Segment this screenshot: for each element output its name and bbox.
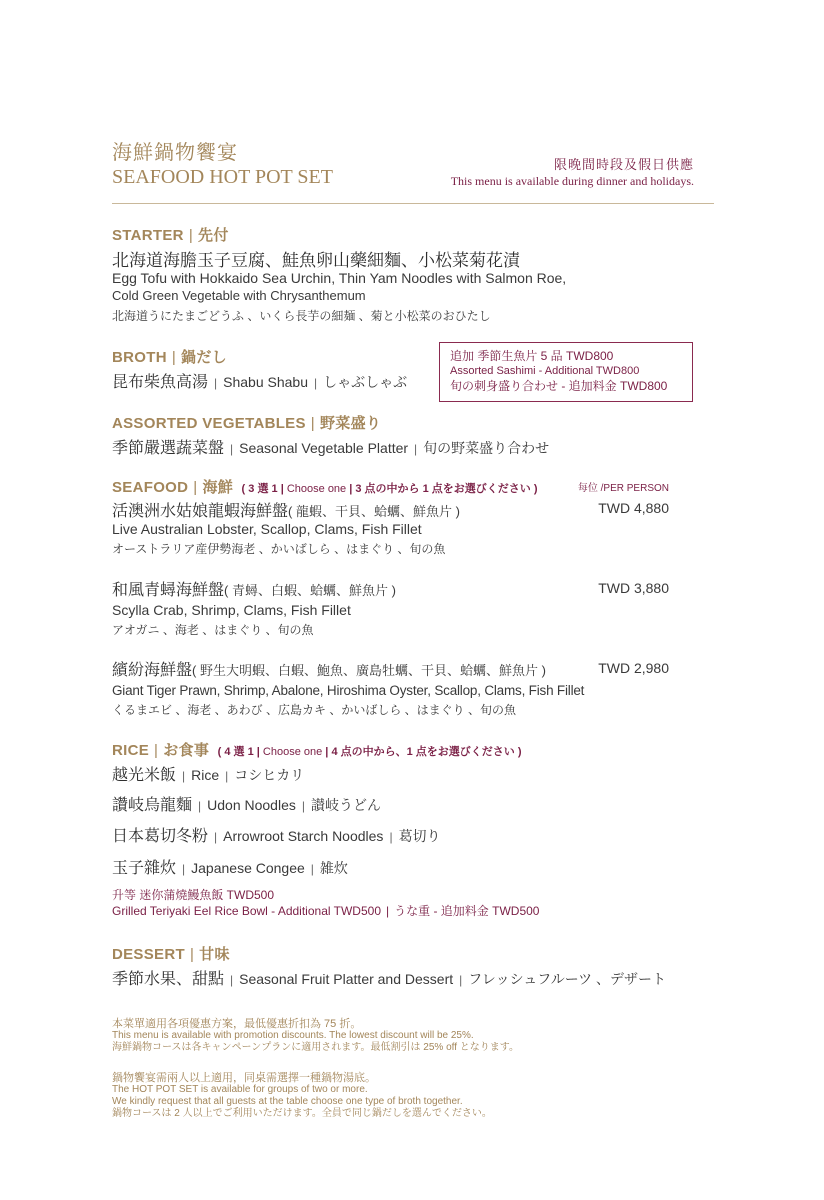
seafood-item-1-price: TWD 4,880 xyxy=(598,500,669,516)
rice-item-1-en: Rice xyxy=(191,767,220,783)
broth-dish-en: Shabu Shabu xyxy=(223,374,308,390)
starter-dish-zh: 北海道海膽玉子豆腐、鮭魚卵山藥細麵、小松菜菊花漬 xyxy=(112,251,520,270)
separator: | xyxy=(414,442,418,456)
rice-choose-zh: 4 選 1 xyxy=(224,746,254,758)
rice-choose-en: Choose one xyxy=(262,746,323,758)
group-note xyxy=(112,1072,492,1120)
discount-note-en: This menu is available with promotion discounts. The lowest discount will be 25%. xyxy=(112,1030,474,1041)
starter-desc-ja: 北海道うにたまごどうふ 、いくら長芋の細麺 、菊と小松菜のおひたし xyxy=(112,309,491,323)
seafood-item-2-note: ( 青蟳、白蝦、蛤蠣、鮮魚片 ) xyxy=(224,583,396,598)
rice-choose-ja: 4 点の中から、1 点をお選びください xyxy=(331,746,515,758)
rice-item-1-zh: 越光米飯 xyxy=(112,767,177,784)
group-note-zh: 鍋物饗宴需兩人以上適用，同桌需選擇一種鍋物湯底。 xyxy=(112,1072,376,1084)
seafood-item-3-zh: 繽紛海鮮盤 xyxy=(112,662,193,679)
rice-item-3 xyxy=(112,823,441,846)
availability-zh: 限晚間時段及假日供應 xyxy=(553,157,694,172)
rice-item-1-ja: コシヒカリ xyxy=(234,767,305,783)
section-rice-heading xyxy=(112,739,522,760)
rice-item-1 xyxy=(112,762,304,785)
vegetables-dish-line xyxy=(112,435,549,458)
rice-item-2-ja: 讃岐うどん xyxy=(311,797,381,813)
section-vegetables-heading xyxy=(112,412,381,433)
discount-note xyxy=(112,1018,519,1054)
separator: | xyxy=(154,742,159,759)
section-starter-heading xyxy=(112,224,229,245)
rice-upgrade-line xyxy=(112,902,539,919)
group-note-en-1: The HOT POT SET is available for groups of two or more. xyxy=(112,1084,368,1095)
section-broth-en: BROTH xyxy=(112,349,167,366)
separator: | xyxy=(198,799,202,813)
page-title-zh: 海鮮鍋物饗宴 xyxy=(112,142,238,164)
separator: | xyxy=(310,862,314,876)
seafood-item-1-en: Live Australian Lobster, Scallop, Clams, Fish Fillet xyxy=(112,521,422,537)
rice-item-3-ja: 葛切り xyxy=(398,828,441,844)
dessert-dish-ja: フレッシュフルーツ 、デザート xyxy=(468,971,667,987)
seafood-item-1-note: ( 龍蝦、干貝、蛤蠣、鮮魚片 ) xyxy=(288,504,460,519)
section-starter-zh: 先付 xyxy=(198,227,229,244)
page-title-en: SEAFOOD HOT POT SET xyxy=(112,166,333,188)
section-rice-en: RICE xyxy=(112,742,150,759)
header-divider xyxy=(112,203,714,204)
rice-item-3-zh: 日本葛切冬粉 xyxy=(112,828,209,845)
dessert-dish-en: Seasonal Fruit Platter and Dessert xyxy=(239,971,454,987)
seafood-choose-note: ( 3 選 1 | Choose one | 3 点の中から 1 点をお選びください ) xyxy=(241,483,538,495)
per-person-label: 每位 /PER PERSON xyxy=(577,483,669,494)
vegetables-dish-ja: 旬の野菜盛り合わせ xyxy=(423,440,550,456)
section-dessert-zh: 甘味 xyxy=(199,946,230,963)
seafood-item-3-title xyxy=(112,657,546,680)
section-vegetables-ja: 野菜盛り xyxy=(319,415,382,432)
dessert-dish-line xyxy=(112,966,666,989)
rice-item-2 xyxy=(112,792,381,815)
separator: | xyxy=(386,904,390,918)
seafood-item-2-zh: 和風青蟳海鮮盤 xyxy=(112,582,225,599)
vegetables-dish-zh: 季節嚴選蔬菜盤 xyxy=(112,440,225,457)
separator: | xyxy=(310,415,315,432)
sashimi-addon-box xyxy=(439,342,693,402)
group-note-en-2: We kindly request that all guests at the table choose one type of broth together. xyxy=(112,1096,463,1107)
section-starter-en: STARTER xyxy=(112,227,184,244)
sashimi-addon-en: Assorted Sashimi - Additional TWD800 xyxy=(450,365,640,377)
section-broth-heading xyxy=(112,346,227,367)
seafood-choose-en: Choose one xyxy=(286,483,347,495)
seafood-item-3-price: TWD 2,980 xyxy=(598,660,669,676)
section-vegetables-en: ASSORTED VEGETABLES xyxy=(112,415,306,432)
rice-item-4-en: Japanese Congee xyxy=(191,860,305,876)
starter-desc-en-2: Cold Green Vegetable with Chrysanthemum xyxy=(112,288,366,303)
section-dessert-heading xyxy=(112,943,230,964)
rice-item-4 xyxy=(112,855,348,878)
section-seafood-heading xyxy=(112,476,538,497)
sashimi-addon-zh: 追加 季節生魚片 5 品 TWD800 xyxy=(450,349,614,363)
separator: | xyxy=(214,830,218,844)
rice-item-3-en: Arrowroot Starch Noodles xyxy=(223,828,384,844)
group-note-ja: 鍋物コースは 2 人以上でご利用いただけます。全員で同じ鍋だしを選んでください。 xyxy=(112,1108,492,1119)
section-rice-ja: お食事 xyxy=(163,742,210,759)
seafood-item-3-note: ( 野生大明蝦、白蝦、鮑魚、廣島牡蠣、干貝、蛤蠣、鮮魚片 ) xyxy=(192,663,546,678)
availability-en: This menu is available during dinner and holidays. xyxy=(450,174,694,188)
separator: | xyxy=(182,769,186,783)
seafood-item-1-title xyxy=(112,498,460,521)
seafood-item-3-en: Giant Tiger Prawn, Shrimp, Abalone, Hiroshima Oyster, Scallop, Clams, Fish Fillet xyxy=(112,683,585,698)
section-dessert-en: DESSERT xyxy=(112,946,185,963)
vegetables-dish-en: Seasonal Vegetable Platter xyxy=(239,440,409,456)
rice-upgrade-en: Grilled Teriyaki Eel Rice Bowl - Additional TWD500 xyxy=(112,904,381,918)
broth-dish-ja: しゃぶしゃぶ xyxy=(323,374,408,390)
separator: | xyxy=(188,227,194,244)
separator: | xyxy=(301,799,305,813)
separator: | xyxy=(230,442,234,456)
broth-dish-line xyxy=(112,369,407,392)
rice-upgrade-zh: 升等 迷你蒲燒鰻魚飯 TWD500 xyxy=(112,888,275,902)
seafood-item-1-zh: 活澳洲水姑娘龍蝦海鮮盤 xyxy=(112,503,289,520)
section-seafood-zh: 海鮮 xyxy=(202,479,234,496)
broth-dish-zh: 昆布柴魚高湯 xyxy=(112,374,209,391)
separator: | xyxy=(225,769,229,783)
separator: | xyxy=(314,376,318,390)
seafood-choose-ja: 3 点の中から 1 点をお選びください xyxy=(355,483,531,495)
seafood-item-3-ja: くるまエビ 、海老 、あわび 、広島カキ 、かいばしら 、はまぐり 、旬の魚 xyxy=(112,703,517,717)
seafood-choose-zh: 3 選 1 xyxy=(248,483,278,495)
dessert-dish-zh: 季節水果、甜點 xyxy=(112,971,225,988)
rice-upgrade-ja: うな重 - 追加料金 TWD500 xyxy=(394,904,540,918)
starter-desc-en-1: Egg Tofu with Hokkaido Sea Urchin, Thin Yam Noodles with Salmon Roe, xyxy=(112,270,567,286)
discount-note-ja: 海鮮鍋物コースは各キャンペーンプランに適用されます。最低割引は 25% off となります。 xyxy=(112,1042,519,1053)
seafood-item-2-title xyxy=(112,577,396,600)
seafood-item-2-price: TWD 3,880 xyxy=(598,580,669,596)
separator: | xyxy=(171,349,177,366)
section-broth-ja: 鍋だし xyxy=(181,349,227,366)
seafood-item-2-ja: アオガニ 、海老 、はまぐり 、旬の魚 xyxy=(112,623,314,637)
discount-note-zh: 本菜單適用各項優惠方案，最低優惠折扣為 75 折。 xyxy=(112,1018,362,1030)
rice-item-4-zh: 玉子雜炊 xyxy=(112,860,177,877)
separator: | xyxy=(193,479,198,496)
rice-item-2-zh: 讚岐烏龍麵 xyxy=(112,797,193,814)
sashimi-addon-ja: 旬の刺身盛り合わせ - 追加料金 TWD800 xyxy=(450,379,668,393)
separator: | xyxy=(189,946,195,963)
separator: | xyxy=(459,973,463,987)
separator: | xyxy=(214,376,218,390)
rice-item-4-ja: 雑炊 xyxy=(319,860,348,876)
rice-choose-note: ( 4 選 1 | Choose one | 4 点の中から、1 点をお選びください ) xyxy=(217,746,522,758)
seafood-item-1-ja: オーストラリア産伊勢海老 、かいばしら 、はまぐり 、旬の魚 xyxy=(112,542,446,556)
seafood-item-2-en: Scylla Crab, Shrimp, Clams, Fish Fillet xyxy=(112,602,351,618)
rice-item-2-en: Udon Noodles xyxy=(207,797,296,813)
separator: | xyxy=(389,830,393,844)
separator: | xyxy=(230,973,234,987)
section-seafood-en: SEAFOOD xyxy=(112,479,189,496)
separator: | xyxy=(182,862,186,876)
